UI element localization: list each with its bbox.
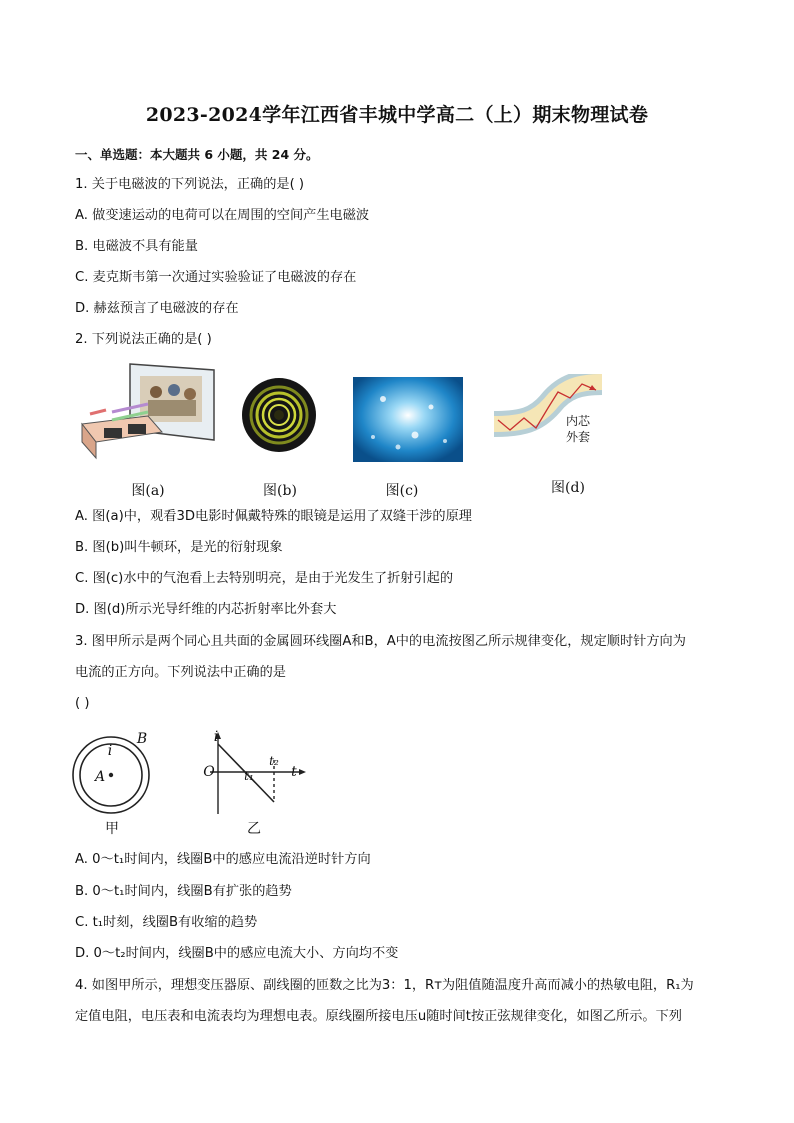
axis-label-t1: t₁ [244,769,254,783]
q3-stem-line2: 电流的正方向。下列说法中正确的是 [75,665,286,680]
page-title: 2023-2024学年江西省丰城中学高二（上）期末物理试卷 [145,104,649,126]
figure-d-label-core: 内芯 [566,414,591,428]
q3-option-c: C. t₁时刻，线圈B有收缩的趋势 [75,915,258,930]
q2-option-b: B. 图(b)叫牛顿环，是光的衍射现象 [75,540,283,555]
q1-stem: 1. 关于电磁波的下列说法，正确的是( ) [75,177,305,192]
q1-option-c: C. 麦克斯韦第一次通过实验验证了电磁波的存在 [75,270,357,285]
axis-label-t: t [291,764,297,780]
q4-stem-line1: 4. 如图甲所示，理想变压器原、副线圈的匝数之比为3：1，Rᴛ为阻值随温度升高而减小的热敏电阻，R₁为 [75,978,694,993]
q1-option-a: A. 做变速运动的电荷可以在周围的空间产生电磁波 [75,208,370,223]
figure-yi-caption: 乙 [247,821,261,837]
q3-stem-line3: ( ) [75,696,90,711]
section-heading: 一、单选题：本大题共 6 小题，共 24 分。 [75,147,319,162]
q3-stem-line1: 3. 图甲所示是两个同心且共面的金属圆环线圈A和B，A中的电流按图乙所示规律变化，规定顺时针方向为 [75,634,686,649]
axis-label-origin: O [203,764,215,780]
q2-option-a: A. 图(a)中，观看3D电影时佩戴特殊的眼镜是运用了双缝干涉的原理 [75,509,472,524]
q4-stem-line2: 定值电阻，电压表和电流表均为理想电表。原线圈所接电压u随时间t按正弦规律变化，如图乙所示。下列 [75,1009,682,1024]
q1-option-d: D. 赫兹预言了电磁波的存在 [75,301,239,316]
q3-option-a: A. 0～t₁时间内，线圈B中的感应电流沿逆时针方向 [75,852,371,867]
figure-a-3d-cinema [78,362,218,460]
figure-jia-caption: 甲 [105,821,119,837]
axis-label-i: i [213,729,219,745]
axis-label-t2: t₂ [269,754,279,768]
figure-b-newton-rings [240,376,318,454]
figure-d-label-cladding: 外套 [566,430,591,444]
ring-label-i: i [107,743,113,759]
ring-label-b: B [136,731,148,747]
figure-c-bubbles-in-water [353,377,463,462]
q3-option-d: D. 0～t₂时间内，线圈B中的感应电流大小、方向均不变 [75,946,399,961]
q1-option-b: B. 电磁波不具有能量 [75,239,198,254]
figure-a-caption: 图(a) [131,483,165,499]
q2-stem: 2. 下列说法正确的是( ) [75,332,212,347]
q2-option-c: C. 图(c)水中的气泡看上去特别明亮，是由于光发生了折射引起的 [75,571,454,586]
figure-d-caption: 图(d) [551,480,585,496]
q2-option-d: D. 图(d)所示光导纤维的内芯折射率比外套大 [75,602,337,617]
figure-b-caption: 图(b) [263,483,297,499]
figure-c-caption: 图(c) [385,483,419,499]
ring-label-a: A [94,769,106,785]
q3-option-b: B. 0～t₁时间内，线圈B有扩张的趋势 [75,884,292,899]
